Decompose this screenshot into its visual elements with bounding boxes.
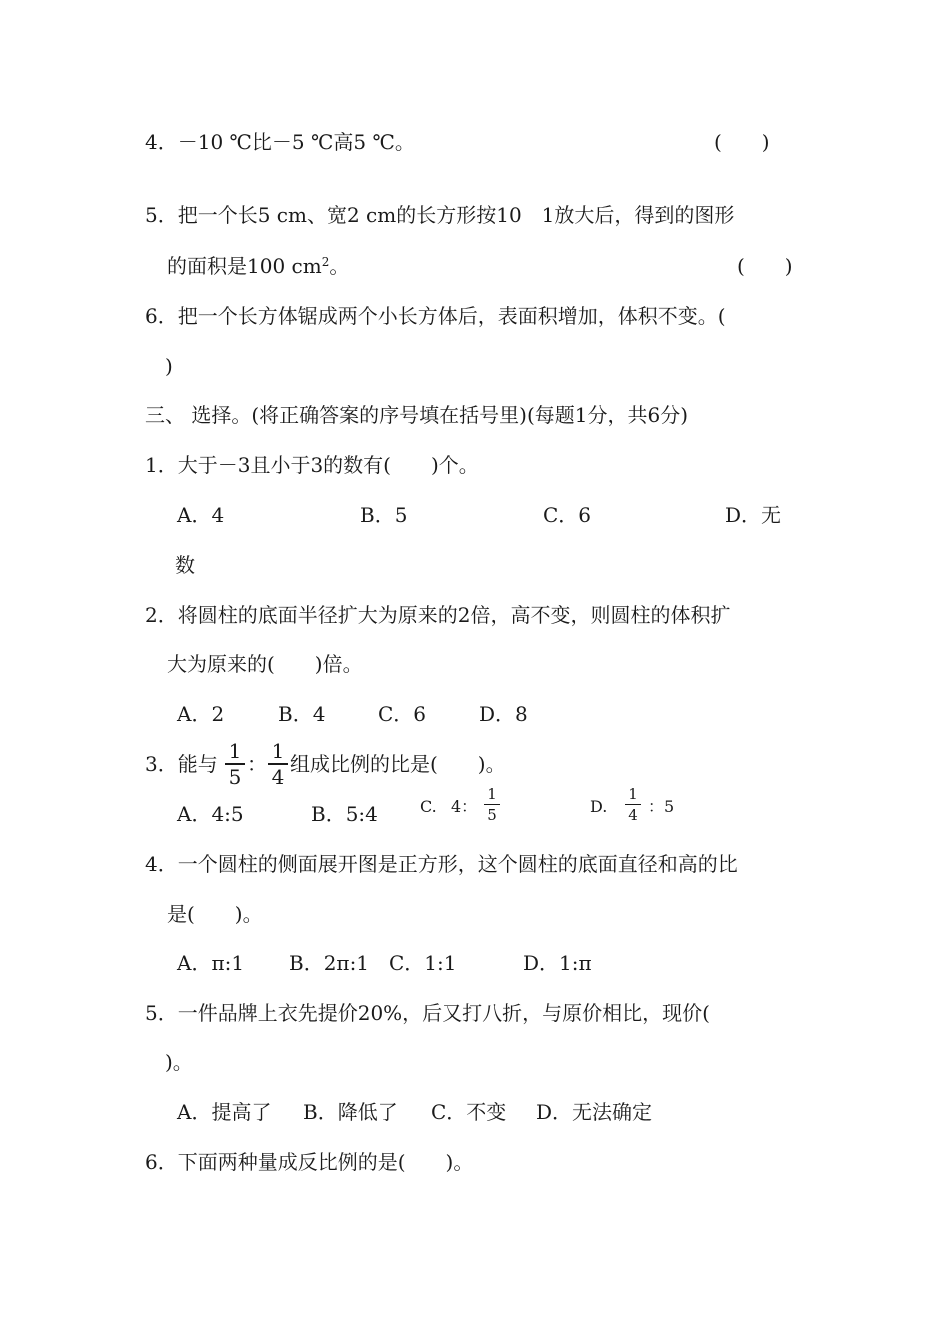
choice-q4-line1: 4．一个圆柱的侧面展开图是正方形，这个圆柱的底面直径和高的比 xyxy=(145,852,738,876)
judge-q5-line2-end: 。 xyxy=(329,254,350,278)
choice-q3-option-b: B．5:4 xyxy=(311,802,378,826)
section-3-heading: 三、 选择。(将正确答案的序号填在括号里)(每题1分，共6分) xyxy=(145,403,689,427)
choice-q3-suffix: 组成比例的比是( )。 xyxy=(290,752,506,776)
choice-q5-option-c: C．不变 xyxy=(431,1100,507,1124)
choice-q4-line2: 是( )。 xyxy=(167,902,263,926)
choice-q3-option-c-label: C. xyxy=(420,797,437,816)
fraction-bar xyxy=(484,804,500,805)
choice-q2-option-c: C．6 xyxy=(378,702,427,726)
choice-q3-option-c-pre: 4： xyxy=(451,797,478,816)
choice-q3-option-d-fraction xyxy=(625,786,641,823)
judge-q6-line1: 6．把一个长方体锯成两个小长方体后，表面积增加，体积不变。( xyxy=(145,304,726,328)
choice-q4-option-b: B．2π:1 xyxy=(289,951,370,975)
choice-q3-option-a: A．4:5 xyxy=(177,802,244,826)
choice-q3-fraction-1-num: 1 xyxy=(228,739,242,763)
choice-q2-option-b: B．4 xyxy=(278,702,326,726)
judge-q6-line2: ) xyxy=(165,354,173,378)
choice-q2-line1: 2．将圆柱的底面半径扩大为原来的2倍，高不变，则圆柱的体积扩 xyxy=(145,603,731,627)
choice-q3-option-d-num: 1 xyxy=(628,785,638,803)
choice-q4-option-d: D．1:π xyxy=(523,951,592,975)
judge-q5-line2 xyxy=(167,254,349,278)
choice-q1-option-c: C．6 xyxy=(543,503,592,527)
fraction-bar xyxy=(625,804,641,805)
choice-q3-colon: ： xyxy=(247,752,267,776)
choice-q3-fraction-2-num: 1 xyxy=(271,739,285,763)
choice-q3-option-d-post: ：5 xyxy=(648,797,675,816)
choice-q1-option-d-cont: 数 xyxy=(175,553,195,577)
choice-q5-option-b: B．降低了 xyxy=(303,1100,398,1124)
choice-q1-option-d: D．无 xyxy=(725,503,782,527)
choice-q2-line2: 大为原来的( )倍。 xyxy=(167,652,363,676)
judge-q5-answer-paren: ( ) xyxy=(737,254,793,278)
judge-q4-text: 4．－10 ℃比－5 ℃高5 ℃。 xyxy=(145,130,415,154)
choice-q3-option-c-den: 5 xyxy=(487,806,497,824)
choice-q5-line1: 5．一件品牌上衣先提价20%，后又打八折，与原价相比，现价( xyxy=(145,1001,710,1025)
choice-q3-option-c-fraction xyxy=(484,786,500,823)
choice-q4-option-a: A．π:1 xyxy=(177,951,245,975)
judge-q5-line2-text: 的面积是100 cm xyxy=(167,254,322,278)
choice-q1-option-b: B．5 xyxy=(360,503,408,527)
choice-q3-fraction-2 xyxy=(268,741,288,787)
choice-q2-option-d: D．8 xyxy=(479,702,528,726)
choice-q2-option-a: A．2 xyxy=(177,702,225,726)
choice-q3-fraction-1 xyxy=(225,741,245,787)
choice-q3-option-c-num: 1 xyxy=(487,785,497,803)
judge-q4-answer-paren: ( ) xyxy=(714,130,770,154)
choice-q5-option-a: A．提高了 xyxy=(177,1100,272,1124)
judge-q5-line1: 5．把一个长5 cm、宽2 cm的长方形按10 1放大后，得到的图形 xyxy=(145,203,735,227)
choice-q1-stem: 1．大于－3且小于3的数有( )个。 xyxy=(145,453,479,477)
choice-q6-stem: 6．下面两种量成反比例的是( )。 xyxy=(145,1150,474,1174)
choice-q3-fraction-2-den: 4 xyxy=(271,765,285,789)
choice-q5-option-d: D．无法确定 xyxy=(536,1100,653,1124)
choice-q3-option-d-den: 4 xyxy=(628,806,638,824)
choice-q5-line2: )。 xyxy=(165,1050,193,1074)
choice-q4-option-c: C．1:1 xyxy=(389,951,457,975)
choice-q3-prefix: 3．能与 xyxy=(145,752,218,776)
choice-q3-option-d-label: D. xyxy=(590,797,608,816)
judge-q5-unit-superscript: 2 xyxy=(321,255,330,269)
choice-q3-fraction-1-den: 5 xyxy=(228,765,242,789)
choice-q1-option-a: A．4 xyxy=(177,503,225,527)
